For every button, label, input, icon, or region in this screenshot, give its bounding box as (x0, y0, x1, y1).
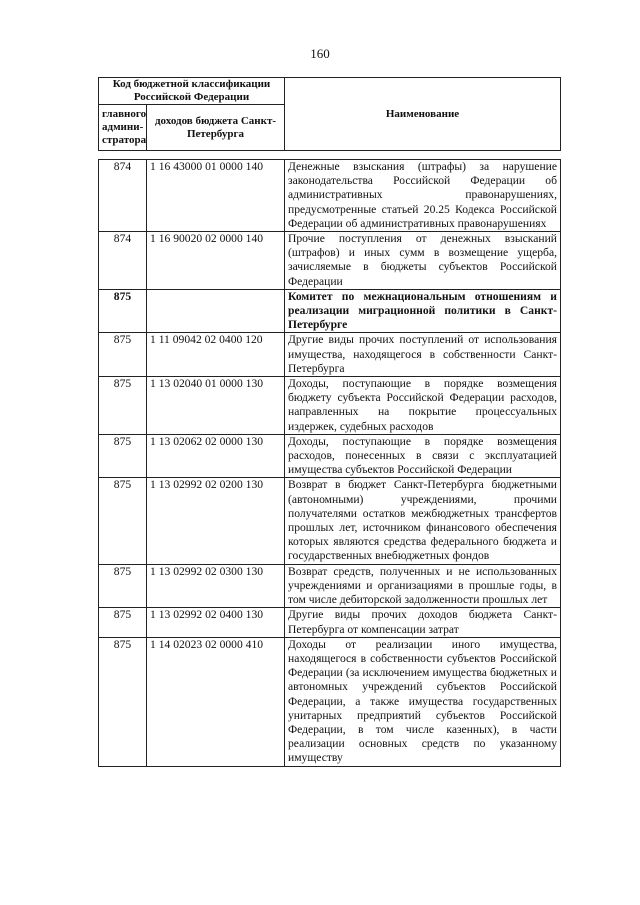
admin-code: 875 (99, 333, 147, 377)
table-row (99, 434, 561, 478)
income-code: 1 13 02040 01 0000 130 (147, 377, 285, 435)
row-name: Комитет по межнациональным отношениям и реализации миграционной политики в Санкт-Петербурге (285, 289, 561, 333)
income-code: 1 13 02992 02 0300 130 (147, 564, 285, 608)
row-name: Возврат в бюджет Санкт-Петербурга бюджетными (автономными) учреждениями, прочими получателями остатков межбюджетных трансфертов прошлых лет, источником финансового обеспечения которых являются средства федерального бюджета и государственных внебюджетных фондов (285, 478, 561, 564)
header-group: Код бюджетной классификации Российской Федерации (99, 78, 285, 105)
classification-table (98, 159, 561, 767)
table-row (99, 637, 561, 766)
income-code: 1 13 02062 02 0000 130 (147, 434, 285, 478)
income-code: 1 16 90020 02 0000 140 (147, 232, 285, 290)
table-row (99, 333, 561, 377)
admin-code: 875 (99, 637, 147, 766)
table-row (99, 232, 561, 290)
admin-code: 875 (99, 478, 147, 564)
row-name: Доходы, поступающие в порядке возмещения расходов, понесенных в связи с эксплуатацией имущества субъектов Российской Федерации (285, 434, 561, 478)
table-row (99, 160, 561, 232)
income-code: 1 11 09042 02 0400 120 (147, 333, 285, 377)
table-row (99, 478, 561, 564)
admin-code: 874 (99, 160, 147, 232)
table-row (99, 608, 561, 637)
row-name: Прочие поступления от денежных взысканий (штрафов) и иных сумм в возмещение ущерба, зачисляемые в бюджеты субъектов Российской Федерации (285, 232, 561, 290)
table-row (99, 289, 561, 333)
income-code: 1 16 43000 01 0000 140 (147, 160, 285, 232)
page-number: 160 (310, 46, 330, 61)
row-name: Другие виды прочих поступлений от использования имущества, находящегося в собственности Санкт-Петербурга (285, 333, 561, 377)
admin-code: 875 (99, 564, 147, 608)
row-name: Доходы, поступающие в порядке возмещения бюджету субъекта Российской Федерации расходов, направленных на покрытие процессуальных издержек, судебных расходов (285, 377, 561, 435)
row-name: Доходы от реализации иного имущества, находящегося в собственности субъектов Российской Федерации (за исключением имущества бюджетных и автономных учреждений субъектов Российской Федерации, а также имущества государственных унитарных предприятий субъектов Российской Федерации, в том числе казенных), в части реализации основных средств по указанному имуществу (285, 637, 561, 766)
row-name: Денежные взыскания (штрафы) за нарушение законодательства Российской Федерации об административных правонарушениях, предусмотренные статьей 20.25 Кодекса Российской Федерации об административных правонарушениях (285, 160, 561, 232)
row-name: Другие виды прочих доходов бюджета Санкт-Петербурга от компенсации затрат (285, 608, 561, 637)
admin-code: 875 (99, 289, 147, 333)
header-table (98, 77, 561, 151)
income-code: 1 13 02992 02 0200 130 (147, 478, 285, 564)
income-code: 1 14 02023 02 0000 410 (147, 637, 285, 766)
header-income: доходов бюджета Санкт-Петербурга (147, 105, 285, 151)
table-row (99, 377, 561, 435)
income-code (147, 289, 285, 333)
income-code: 1 13 02992 02 0400 130 (147, 608, 285, 637)
admin-code: 875 (99, 608, 147, 637)
admin-code: 875 (99, 377, 147, 435)
header-name: Наименование (285, 78, 561, 151)
table-row (99, 564, 561, 608)
header-admin: главного админи-стратора (99, 105, 147, 151)
admin-code: 874 (99, 232, 147, 290)
row-name: Возврат средств, полученных и не использованных учреждениями и организациями в прошлые годы, в том числе дебиторской задолженности прошлых лет (285, 564, 561, 608)
admin-code: 875 (99, 434, 147, 478)
